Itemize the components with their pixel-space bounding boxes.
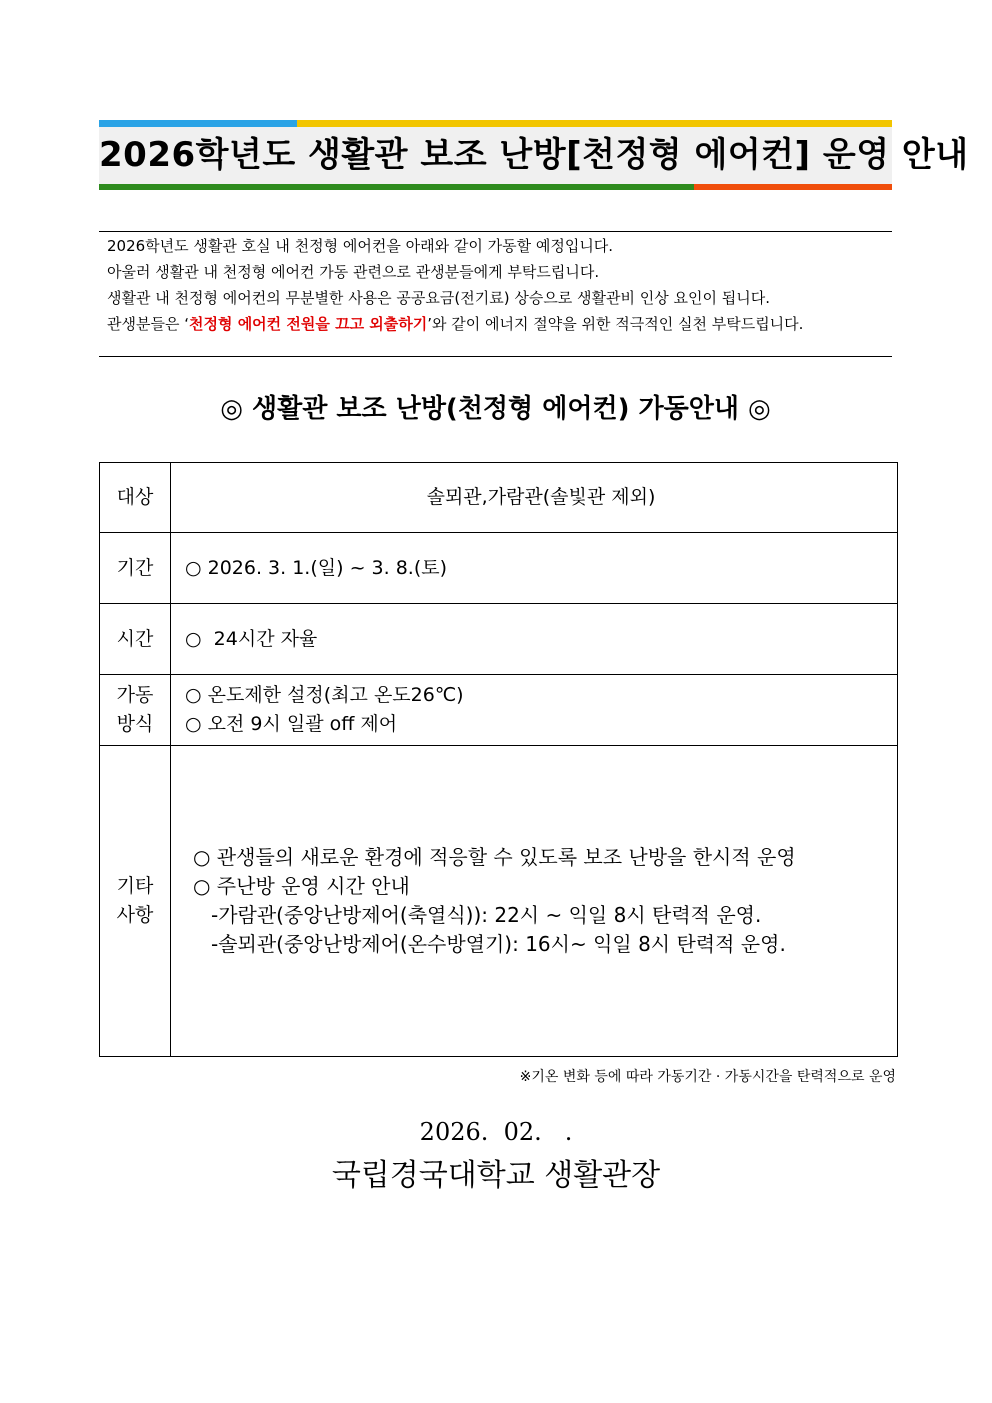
period-value: ○ 2026. 3. 1.(일) ~ 3. 8.(토) (171, 533, 898, 604)
table-row-time (100, 604, 898, 675)
period-label: 기간 (100, 533, 171, 604)
time-label: 시간 (100, 604, 171, 675)
method-label-line-2: 방식 (116, 713, 154, 735)
intro-line-1: 2026학년도 생활관 호실 내 천정형 에어컨을 아래와 같이 가동할 예정입니다. (107, 237, 614, 255)
intro-line-4 (107, 311, 884, 337)
time-value: ○ 24시간 자율 (171, 604, 898, 675)
table-row-period (100, 533, 898, 604)
table-row-target (100, 463, 898, 533)
etc-value (171, 746, 898, 1057)
intro-line-3: 생활관 내 천정형 에어컨의 무분별한 사용은 공공요금(전기료) 상승으로 생활관비 인상 요인이 됩니다. (107, 289, 771, 307)
etc-line-1: ○ 관생들의 새로운 환경에 적응할 수 있도록 보조 난방을 한시적 운영 (193, 845, 796, 869)
section-title: ◎ 생활관 보조 난방(천정형 에어컨) 가동안내 ◎ (220, 394, 771, 424)
target-value: 솔뫼관,가람관(솔빛관 제외) (171, 463, 898, 533)
etc-label (100, 746, 171, 1057)
intro-line-4-pre: 관생분들은 ‘ (107, 315, 189, 333)
etc-label-line-2: 사항 (116, 904, 154, 926)
etc-line-3: -가람관(중앙난방제어(축열식)): 22시 ~ 익일 8시 탄력적 운영. (211, 903, 762, 927)
intro-line-2: 아울러 생활관 내 천정형 에어컨 가동 관련으로 관생분들에게 부탁드립니다. (107, 263, 600, 281)
table-row-method (100, 675, 898, 746)
etc-line-2: ○ 주난방 운영 시간 안내 (193, 874, 410, 898)
intro-box (99, 231, 892, 357)
method-line-1: ○ 온도제한 설정(최고 온도26℃) (185, 684, 464, 706)
title-bottom-bar (99, 184, 892, 190)
issue-date: 2026. 02. . (419, 1118, 573, 1146)
etc-label-line-1: 기타 (116, 875, 154, 897)
target-label: 대상 (100, 463, 171, 533)
method-label-line-1: 가동 (116, 684, 154, 706)
method-label (100, 675, 171, 746)
etc-line-4: -솔뫼관(중앙난방제어(온수방열기): 16시~ 익일 8시 탄력적 운영. (211, 932, 786, 956)
method-line-2: ○ 오전 9시 일괄 off 제어 (185, 713, 398, 735)
organization-signature: 국립경국대학교 생활관장 (331, 1158, 661, 1193)
page-title: 2026학년도 생활관 보조 난방[천정형 에어컨] 운영 안내 (99, 135, 969, 175)
title-top-bar (99, 120, 892, 127)
title-banner (99, 120, 969, 190)
intro-line-4-post: ’와 같이 에너지 절약을 위한 적극적인 실천 부탁드립니다. (427, 315, 804, 333)
table-row-etc (100, 746, 898, 1057)
method-value (171, 675, 898, 746)
operation-table (99, 462, 898, 1057)
intro-highlight: 천정형 에어컨 전원을 끄고 외출하기 (189, 315, 428, 333)
footnote: ※기온 변화 등에 따라 가동기간 · 가동시간을 탄력적으로 운영 (519, 1069, 896, 1085)
